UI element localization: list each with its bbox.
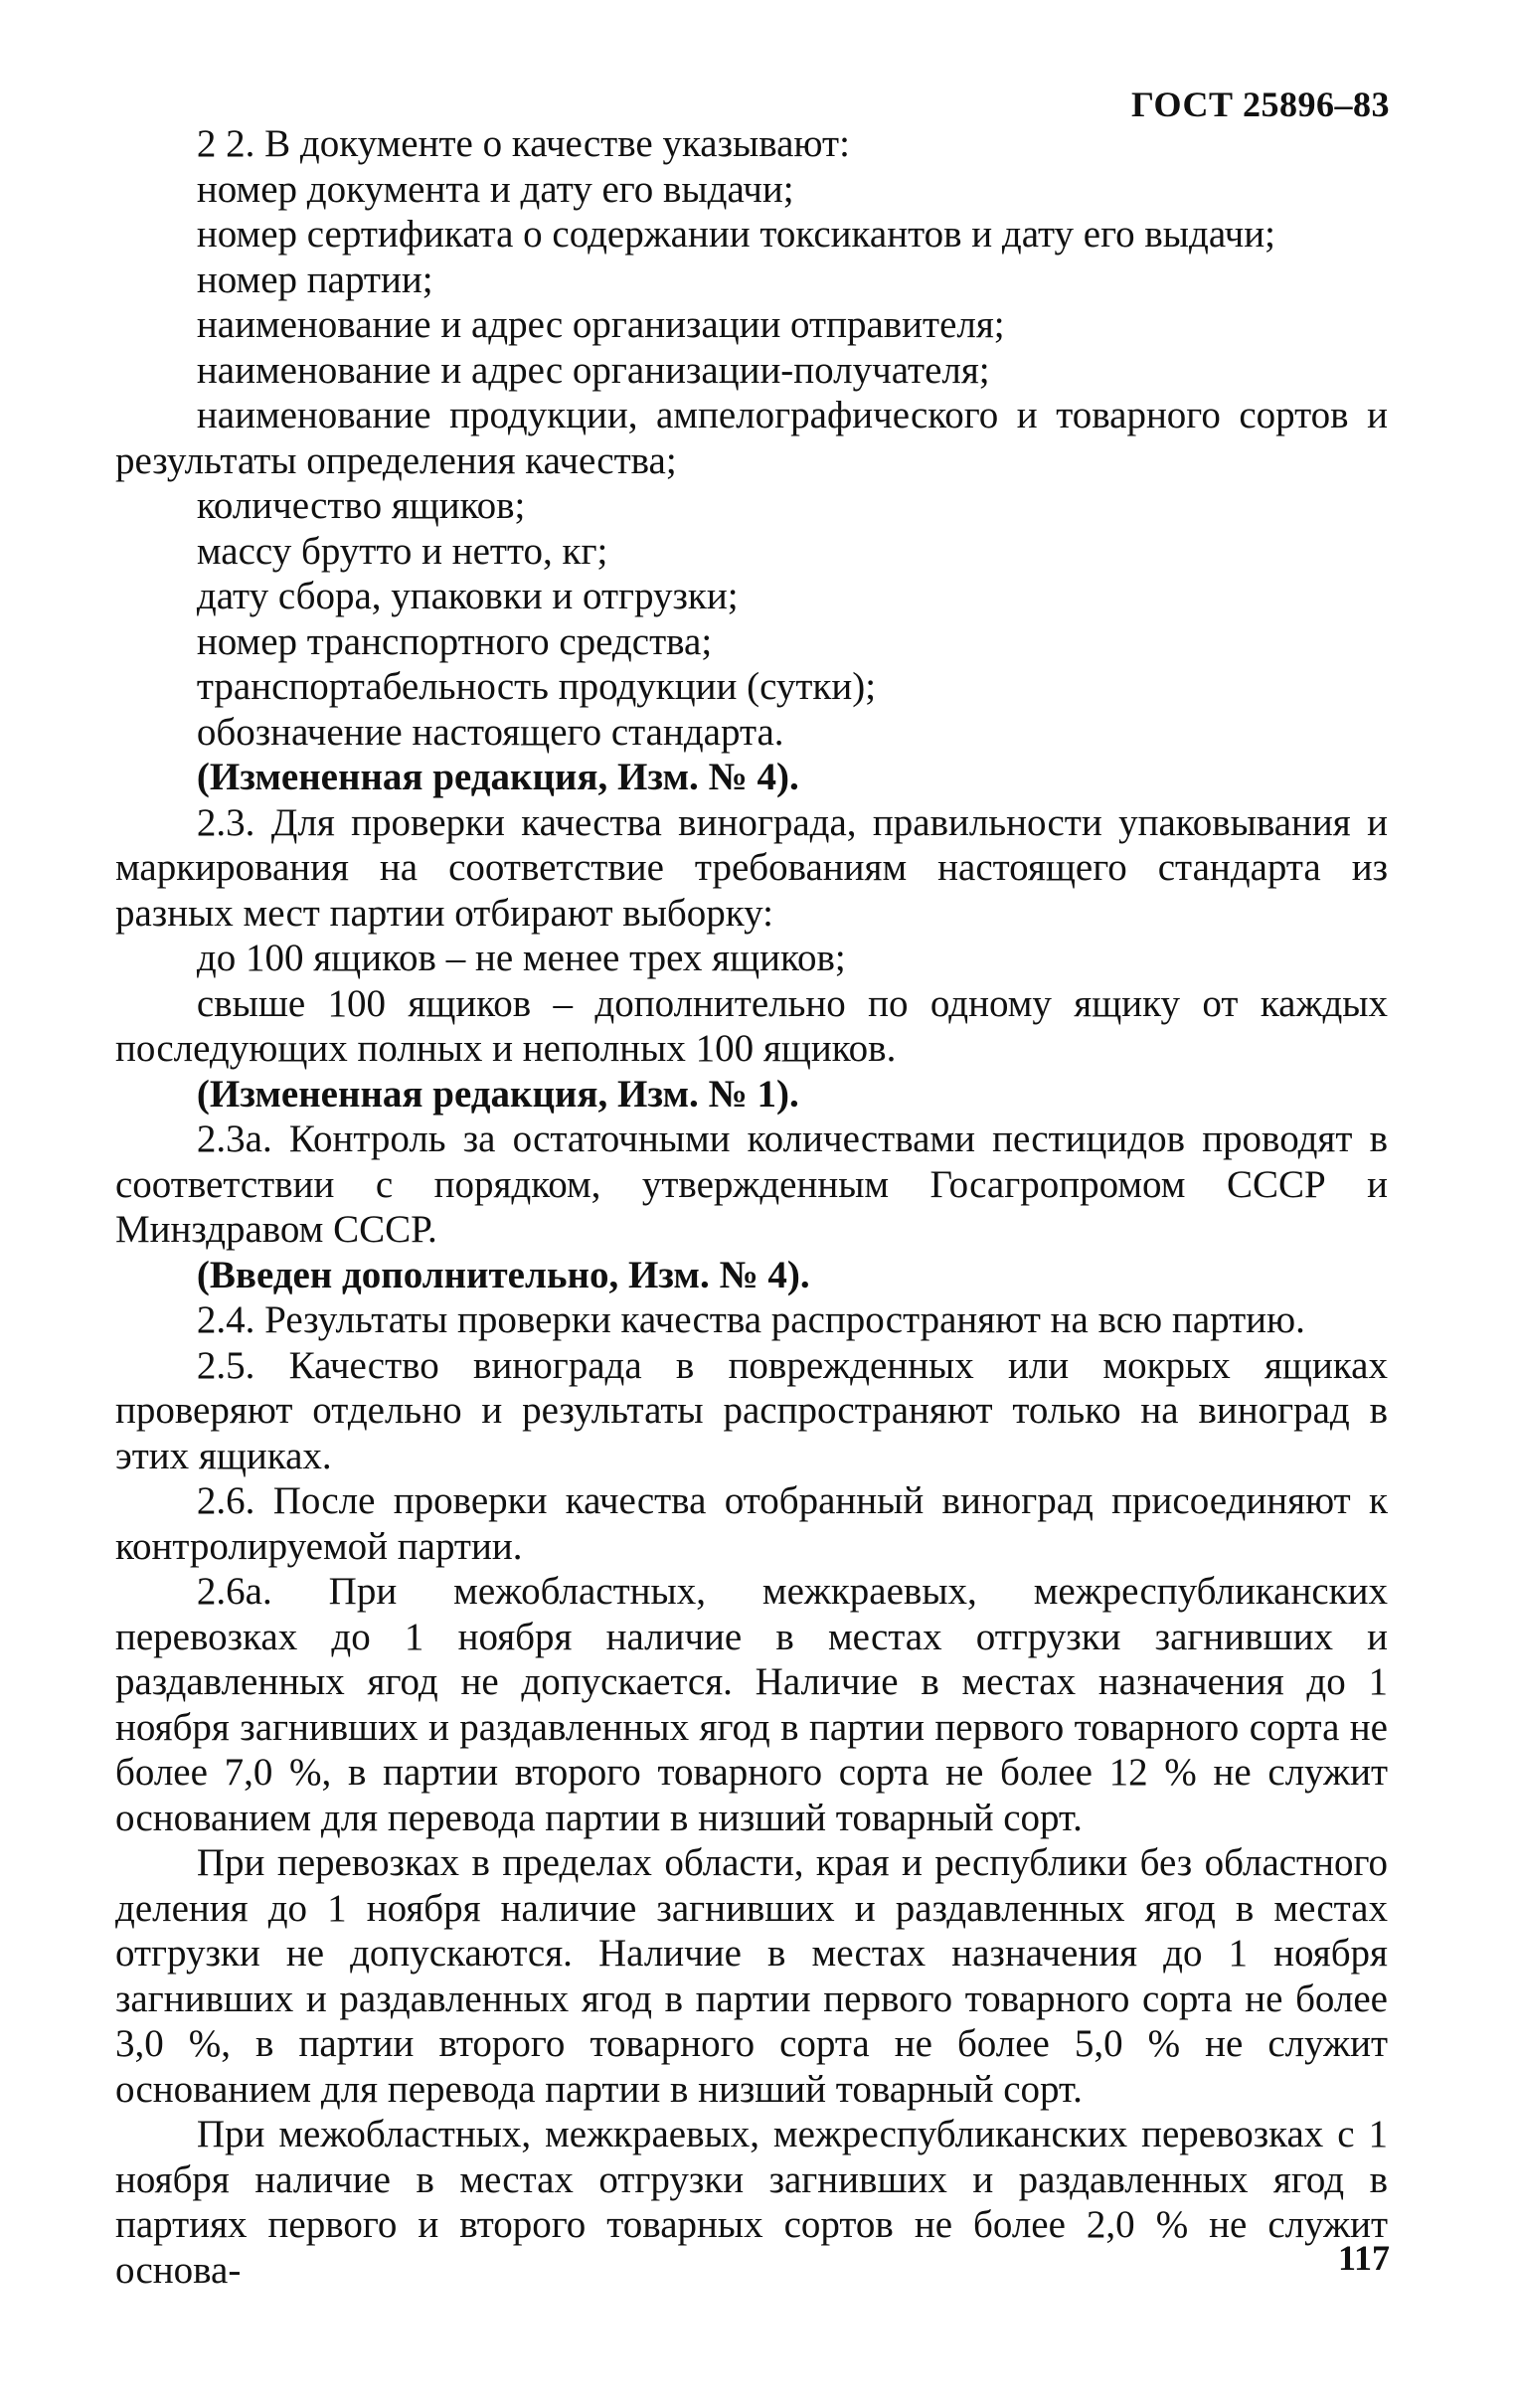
amendment-note: (Измененная редакция, Изм. № 4). <box>196 756 799 798</box>
standard-header: ГОСТ 25896–83 <box>1131 85 1390 124</box>
document-paragraph: дату сбора, упаковки и отгрузки; <box>196 575 739 617</box>
document-paragraph: номер транспортного средства; <box>196 619 713 663</box>
document-paragraph: 2 2. В документе о качестве указывают: <box>196 122 850 165</box>
document-paragraph: номер сертификата о содержании токсикантов и дату его выдачи; <box>196 213 1275 256</box>
document-paragraph: При межобластных, межкраевых, межреспубликанских перевозках с 1 ноября наличие в местах отгрузки загнивших и раздавленных ягод в партиях первого и второго товарных сортов не более 2,0 % не служит основа- <box>115 2113 1388 2292</box>
document-paragraph: количество ящиков; <box>196 484 526 527</box>
document-paragraph: свыше 100 ящиков – дополнительно по одному ящику от каждых последующих полных и неполных 100 ящиков. <box>115 981 1388 1070</box>
document-paragraph: транспортабельность продукции (сутки); <box>196 665 877 708</box>
amendment-note: (Введен дополнительно, Изм. № 4). <box>196 1253 810 1296</box>
document-paragraph: 2.3а. Контроль за остаточными количествами пестицидов проводят в соответствии с порядком, утвержденным Госагропромом СССР и Минздравом СССР. <box>115 1118 1388 1251</box>
document-paragraph: наименование продукции, ампелографического и товарного сортов и результаты определения качества; <box>115 394 1388 482</box>
document-paragraph: При перевозках в пределах области, края и республики без областного деления до 1 ноября наличие загнивших и раздавленных ягод в местах отгрузки не допускаются. Наличие в местах назначения до 1 ноября загнивших и раздавленных ягод в партии первого товарного сорта не более 3,0 %, в партии второго товарного сорта не более 5,0 % не служит основанием для перевода партии в низший товарный сорт. <box>115 1841 1388 2111</box>
page-number: 117 <box>1337 2238 1390 2278</box>
document-paragraph: до 100 ящиков – не менее трех ящиков; <box>196 937 846 979</box>
document-paragraph: номер партии; <box>196 258 433 301</box>
document-body <box>115 121 1388 2293</box>
document-paragraph: 2.6а. При межобластных, межкраевых, межреспубликанских перевозках до 1 ноября наличие в местах отгрузки загнивших и раздавленных ягод не допускается. Наличие в местах назначения до 1 ноября загнивших и раздавленных ягод в партии первого товарного сорта не более 7,0 %, в партии второго товарного сорта не более 12 % не служит основанием для перевода партии в низший товарный сорт. <box>115 1570 1388 1839</box>
document-paragraph: номер документа и дату его выдачи; <box>196 167 794 211</box>
document-paragraph: 2.6. После проверки качества отобранный виноград присоединяют к контролируемой партии. <box>115 1479 1388 1568</box>
document-paragraph: 2.5. Качество винограда в поврежденных или мокрых ящиках проверяют отдельно и результаты распространяют только на виноград в этих ящиках. <box>115 1343 1388 1477</box>
document-paragraph: обозначение настоящего стандарта. <box>196 710 784 754</box>
document-paragraph: наименование и адрес организации-получателя; <box>196 348 990 392</box>
amendment-note: (Измененная редакция, Изм. № 1). <box>196 1072 799 1116</box>
document-paragraph: 2.4. Результаты проверки качества распространяют на всю партию. <box>196 1298 1305 1341</box>
document-paragraph: наименование и адрес организации отправителя; <box>196 303 1005 346</box>
document-paragraph: массу брутто и нетто, кг; <box>196 529 608 573</box>
document-paragraph: 2.3. Для проверки качества винограда, правильности упаковывания и маркирования на соответствие требованиям настоящего стандарта из разных мест партии отбирают выборку: <box>115 800 1388 935</box>
